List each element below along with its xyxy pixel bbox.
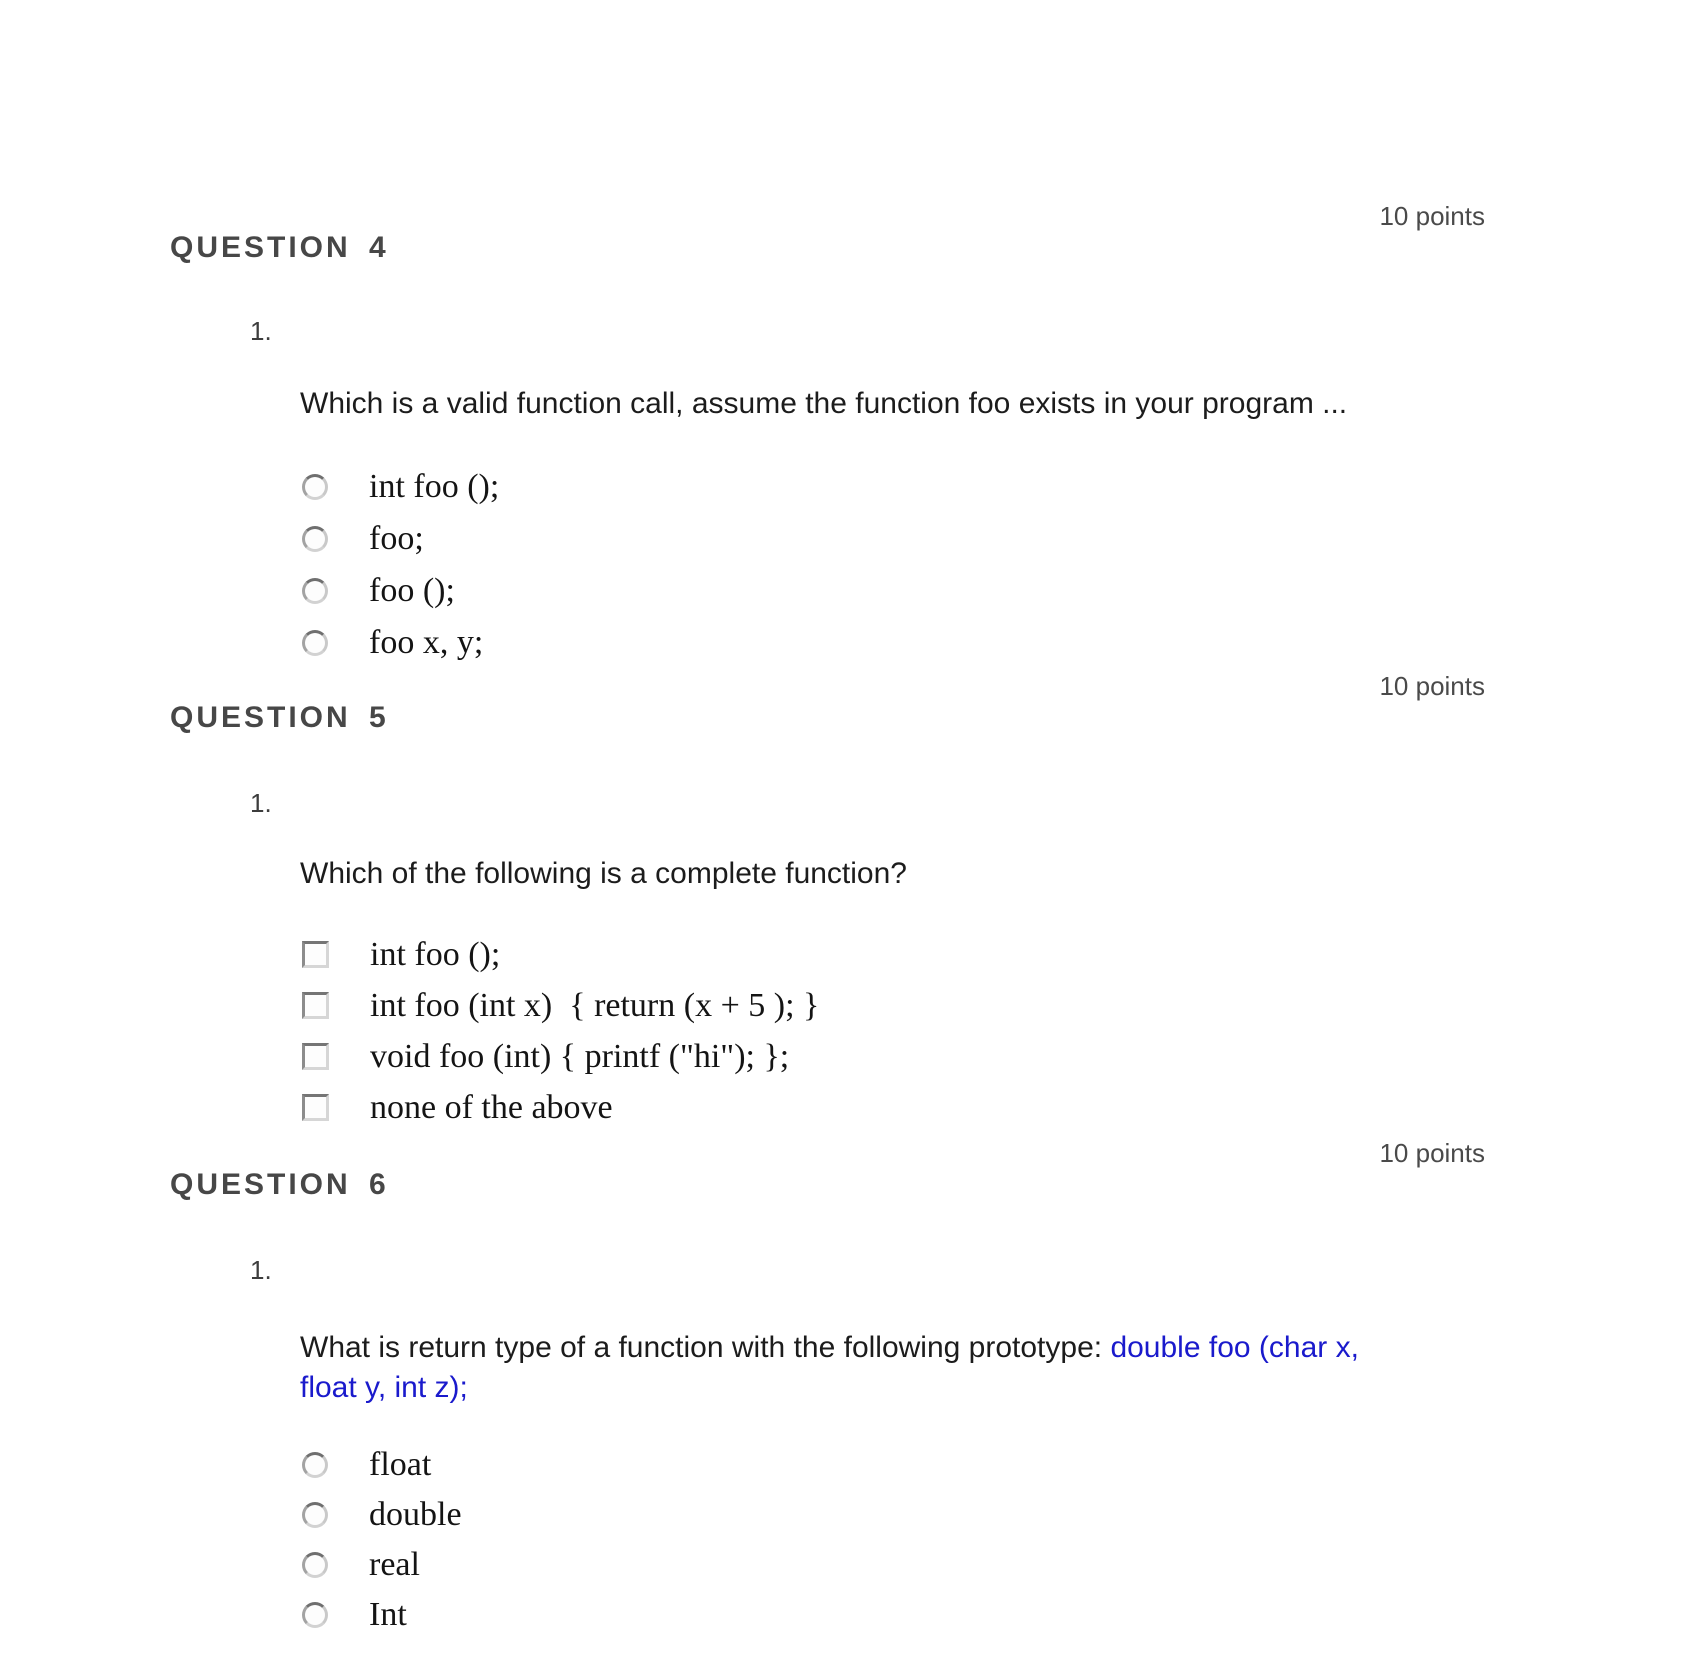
checkbox-icon[interactable]: [302, 941, 329, 968]
option-row[interactable]: [302, 1031, 819, 1082]
question-4-heading: QUESTION 4: [170, 231, 389, 264]
radio-button-icon[interactable]: [302, 1452, 328, 1478]
option-row[interactable]: [302, 1440, 462, 1490]
question-text: Which is a valid function call, assume the function foo exists in your program ...: [300, 387, 1348, 420]
option-label: foo;: [369, 520, 424, 557]
checkbox-icon[interactable]: [302, 992, 329, 1019]
option-row[interactable]: [302, 1490, 462, 1540]
option-row[interactable]: [302, 513, 499, 565]
option-label: int foo ();: [370, 935, 501, 973]
radio-button-icon[interactable]: [302, 1602, 328, 1628]
question-5-heading: QUESTION 5: [170, 701, 389, 734]
question-code-snippet: float y, int z);: [300, 1371, 468, 1404]
option-row[interactable]: [302, 980, 819, 1031]
question-text: Which of the following is a complete function?: [300, 857, 907, 890]
answer-options: [302, 1440, 462, 1640]
points-badge: 10 points: [1379, 671, 1485, 701]
checkbox-icon[interactable]: [302, 1094, 329, 1121]
option-row[interactable]: [302, 461, 499, 513]
option-label: none of the above: [370, 1088, 613, 1126]
question-text-plain: What is return type of a function with the following prototype:: [300, 1331, 1111, 1364]
question-number: 1.: [250, 788, 272, 818]
radio-button-icon[interactable]: [302, 1552, 328, 1578]
option-label: Int: [369, 1596, 407, 1633]
radio-button-icon[interactable]: [302, 630, 328, 656]
question-number: 1.: [250, 1255, 272, 1285]
answer-options: [302, 929, 819, 1133]
option-label: real: [369, 1546, 420, 1583]
question-number: 1.: [250, 316, 272, 346]
radio-button-icon[interactable]: [302, 526, 328, 552]
option-label: float: [369, 1446, 432, 1483]
option-label: void foo (int) { printf ("hi"); };: [370, 1037, 790, 1075]
points-badge: 10 points: [1379, 1138, 1485, 1168]
option-row[interactable]: [302, 1082, 819, 1133]
answer-options: [302, 461, 499, 669]
option-row[interactable]: [302, 929, 819, 980]
question-code-snippet: double foo (char x,: [1110, 1331, 1359, 1364]
question-6-heading: QUESTION 6: [170, 1168, 389, 1201]
option-row[interactable]: [302, 1540, 462, 1590]
option-row[interactable]: [302, 1590, 462, 1640]
option-label: foo x, y;: [369, 624, 484, 661]
radio-button-icon[interactable]: [302, 578, 328, 604]
option-row[interactable]: [302, 565, 499, 617]
option-label: foo ();: [369, 572, 455, 609]
option-label: int foo ();: [369, 468, 500, 505]
option-label: double: [369, 1496, 462, 1533]
radio-button-icon[interactable]: [302, 1502, 328, 1528]
question-text: [300, 1328, 1515, 1408]
points-badge: 10 points: [1379, 201, 1485, 231]
checkbox-icon[interactable]: [302, 1043, 329, 1070]
option-row[interactable]: [302, 617, 499, 669]
radio-button-icon[interactable]: [302, 474, 328, 500]
option-label: int foo (int x) { return (x + 5 ); }: [370, 986, 820, 1024]
